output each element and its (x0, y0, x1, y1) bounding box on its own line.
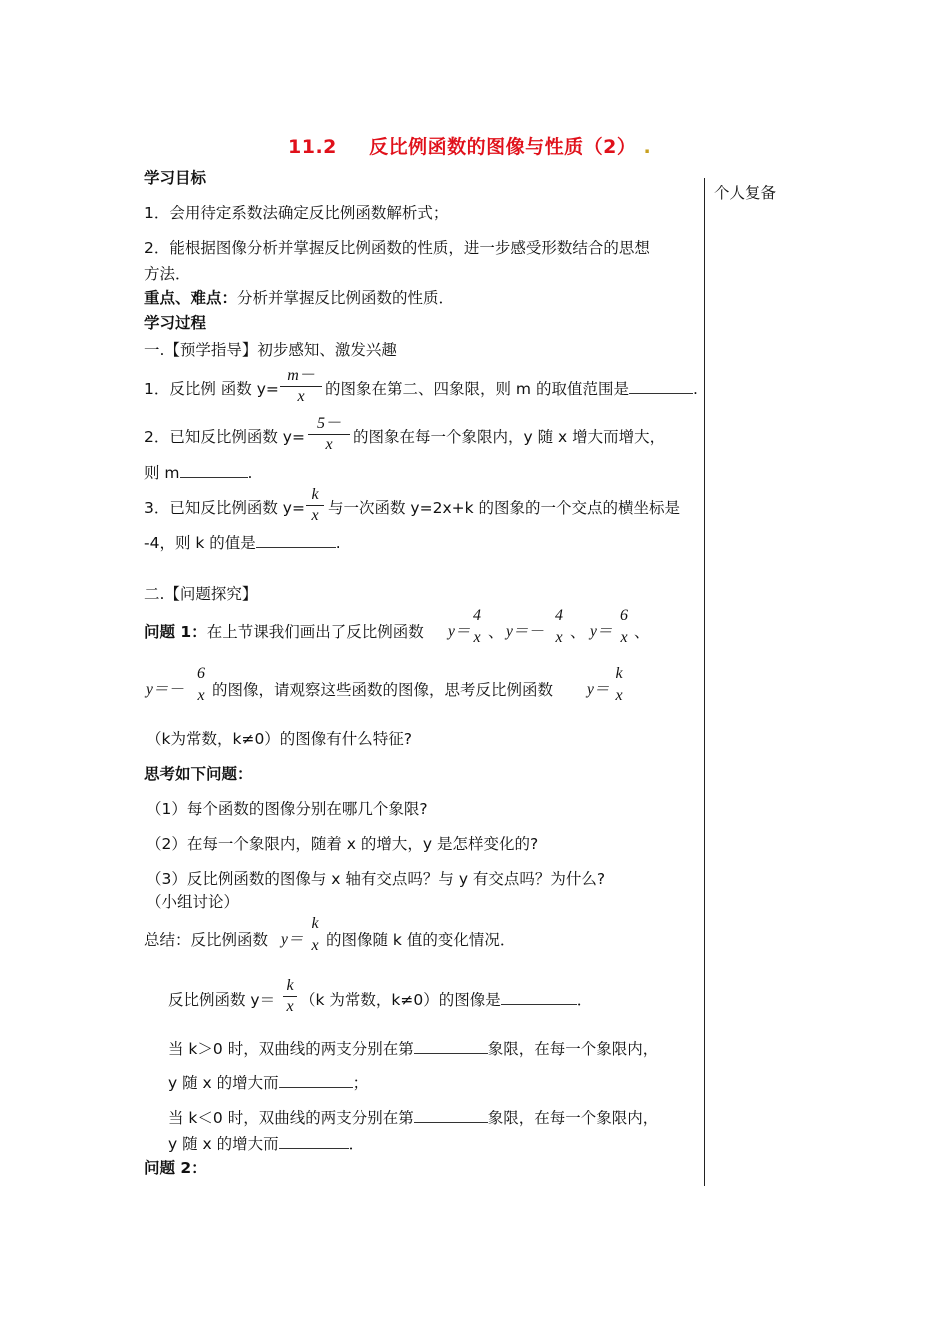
summary-line1-fraction: k x (283, 977, 297, 1016)
q3-prefix: 3．已知反比例函数 y= (144, 499, 305, 517)
process-heading: 学习过程 (144, 314, 207, 332)
key-points (144, 288, 454, 308)
side-note: 个人复备 (714, 184, 777, 202)
p1-f4-lhs: y＝－ (146, 681, 184, 698)
q3-numerator: k (311, 486, 319, 503)
summary-blank-pos-quadrant[interactable] (414, 1039, 488, 1054)
q2-numerator: 5－ (316, 415, 341, 432)
p1-f4-fraction: 6 x (197, 665, 205, 704)
think-q3: （3）反比例函数的图像与 x 轴有交点吗？与 y 有交点吗？为什么? (146, 870, 606, 888)
think-q3b: （小组讨论） (146, 893, 240, 911)
summary-line1-prefix: 反比例函数 y＝ (168, 991, 276, 1009)
summary-blank-shape[interactable] (501, 990, 577, 1005)
q3-fraction (306, 486, 324, 525)
p1-line3: （k为常数，k≠0）的图像有什么特征? (146, 730, 413, 748)
q2-denominator: x (325, 436, 333, 453)
p1-sep-3: 、 (634, 623, 650, 641)
think-q1: （1）每个函数的图像分别在哪几个象限? (146, 800, 428, 818)
q2-fraction (308, 415, 350, 454)
summary-prefix: 总结：反比例函数 (144, 931, 269, 949)
goals-heading: 学习目标 (144, 169, 207, 187)
q3-denominator: x (311, 507, 319, 524)
q2-prefix: 2．已知反比例函数 y= (144, 428, 305, 446)
q1-prefix: 1．反比例 函数 y= (144, 380, 279, 398)
p1-f1-lhs: y＝ (448, 623, 471, 640)
think-heading: 思考如下问题： (144, 765, 253, 783)
summary-line1-suffix: （k 为常数，k≠0）的图像是 ． (300, 991, 593, 1009)
p1-f1-fraction: 4 x (473, 607, 481, 646)
p1-f3-lhs: y＝ (590, 623, 613, 640)
think-q2: （2）在每一个象限内，随着 x 的增大，y 是怎样变化的? (146, 835, 539, 853)
p1-mid-text: 的图像，请观察这些函数的图像，思考反比例函数 (212, 681, 554, 699)
q3-blank[interactable] (256, 533, 336, 548)
summary-pos-line1: 当 k＞0 时，双曲线的两支分别在第 象限，在每一个象限内， (168, 1040, 659, 1058)
goal-item-1: 1．会用待定系数法确定反比例函数解析式； (144, 204, 449, 222)
title-text: 反比例函数的图像与性质（2） (369, 136, 637, 158)
summary-neg-line2: y 随 x 的增大而 ． (168, 1135, 365, 1153)
margin-divider (704, 178, 705, 1186)
key-label: 重点、难点： (144, 289, 238, 307)
q2-line2: 则 m . (144, 464, 253, 482)
q2-suffix: 的图象在每一个象限内，y 随 x 增大而增大， (353, 428, 666, 446)
summary-fraction: k x (311, 915, 319, 954)
p1-f2-lhs: y＝－ (506, 623, 544, 640)
summary-f-lhs: y＝ (281, 931, 304, 948)
q1-fraction (280, 367, 322, 406)
p1-f5-fraction: k x (615, 665, 623, 704)
summary-neg-line1: 当 k＜0 时，双曲线的两支分别在第 象限，在每一个象限内， (168, 1109, 659, 1127)
summary-pos-line2: y 随 x 的增大而 ； (168, 1074, 369, 1092)
p1-sep-1: 、 (488, 623, 504, 641)
p1-f3-fraction: 6 x (620, 607, 628, 646)
section1-title: 一.【预学指导】初步感知、激发兴趣 (144, 341, 397, 359)
summary-blank-neg-trend[interactable] (279, 1134, 349, 1149)
title-number: 11.2 (288, 136, 337, 158)
summary-blank-pos-trend[interactable] (279, 1073, 353, 1088)
problem1-intro: 问题 1：在上节课我们画出了反比例函数 (144, 623, 424, 641)
q1-blank[interactable] (629, 379, 693, 394)
q1-numerator: m－ (287, 367, 315, 384)
q1-denominator: x (297, 388, 305, 405)
goal-item-2-line2: 方法． (144, 265, 191, 283)
title-dot: . (643, 136, 652, 158)
q1-suffix: 的图象在第二、四象限，则 m 的取值范围是 . (325, 380, 698, 398)
page-title (288, 132, 651, 159)
p1-f5-lhs: y＝ (587, 681, 610, 698)
problem2-label: 问题 2： (144, 1159, 207, 1177)
q3-suffix: 与一次函数 y=2x+k 的图象的一个交点的横坐标是 (328, 499, 681, 517)
section2-title: 二.【问题探究】 (144, 585, 258, 603)
p1-f2-fraction: 4 x (555, 607, 563, 646)
q2-blank[interactable] (180, 463, 248, 478)
goal-item-2-line1: 2．能根据图像分析并掌握反比例函数的性质，进一步感受形数结合的思想 (144, 239, 650, 257)
q3-line2: -4，则 k 的值是 . (144, 534, 341, 552)
p1-sep-2: 、 (570, 623, 586, 641)
summary-blank-neg-quadrant[interactable] (414, 1108, 488, 1123)
summary-suffix: 的图像随 k 值的变化情况． (326, 931, 516, 949)
key-text: 分析并掌握反比例函数的性质． (237, 289, 455, 307)
